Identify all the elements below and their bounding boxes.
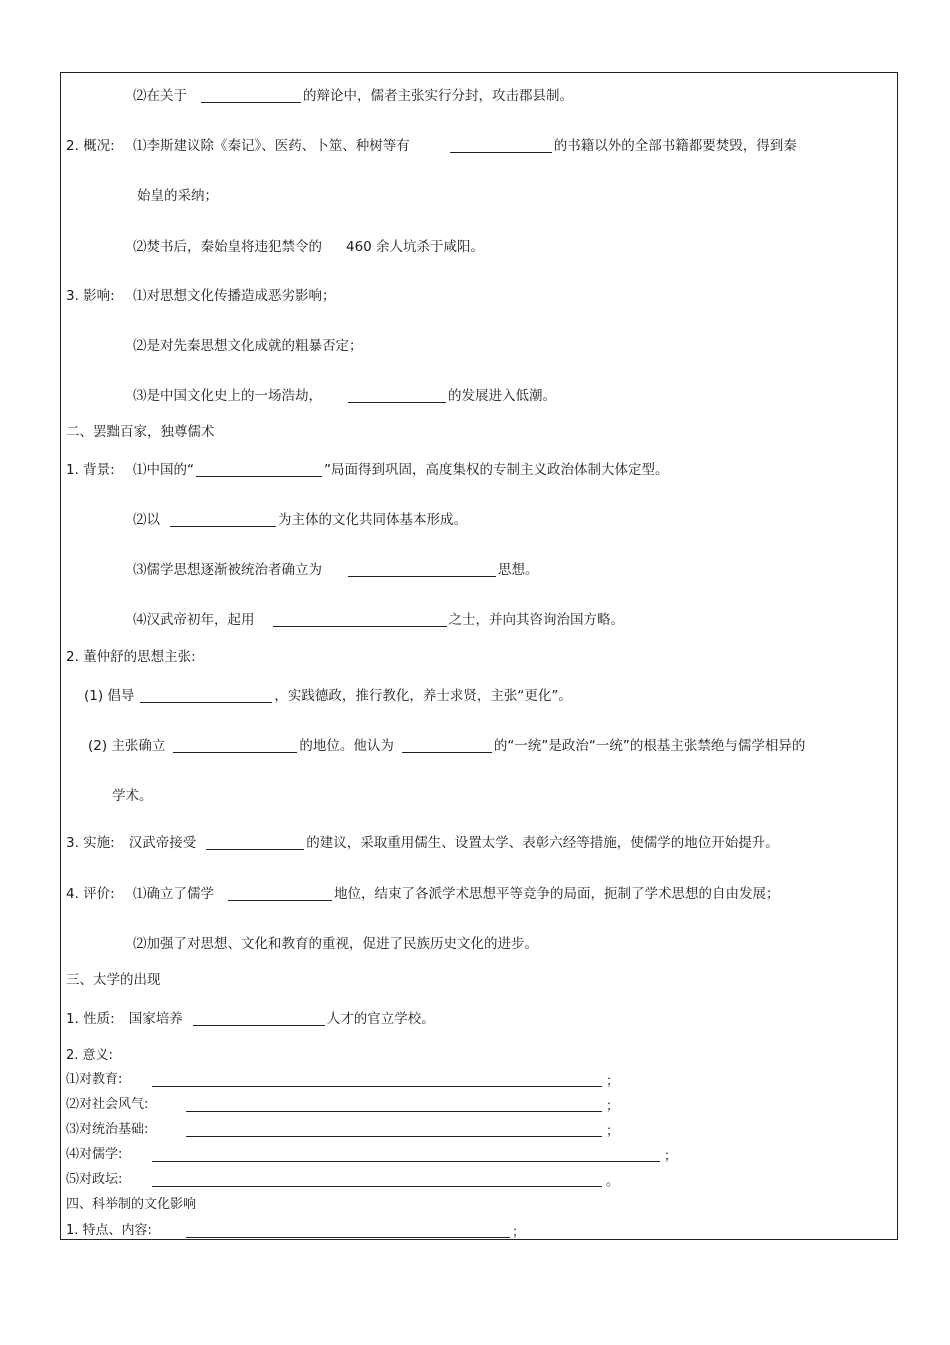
text: 3. 实施: (66, 835, 115, 851)
fill-line[interactable] (186, 1136, 602, 1137)
line-s2-b2 (133, 511, 467, 529)
line-s2-b1 (133, 461, 669, 479)
text: 的书籍以外的全部书籍都要焚毁，得到秦 (553, 138, 797, 154)
line-s1-i2: ⑵是对先秦思想文化成就的粗暴否定； (133, 338, 363, 354)
line-s2-v2: ⑵加强了对思想、文化和教育的重视，促进了民族历史文化的进步。 (133, 936, 538, 952)
line-s2-d2-cont: 学术。 (112, 788, 153, 804)
fill-line[interactable] (186, 1111, 602, 1112)
text: (2) 主张确立 (88, 738, 166, 754)
text: 地位，结束了各派学术思想平等竞争的局面，扼制了学术思想的自由发展； (334, 886, 780, 902)
fill-line[interactable] (152, 1086, 602, 1087)
fill-blank[interactable] (196, 462, 322, 477)
text: ⑴中国的“ (133, 462, 194, 478)
fill-blank[interactable] (201, 88, 301, 103)
fill-blank[interactable] (273, 612, 447, 627)
heading-s1-impact: 3. 影响: (66, 288, 115, 304)
heading-s3-meaning: 2. 意义: (66, 1048, 113, 1063)
text: ⑶是中国文化史上的一场浩劫， (133, 388, 322, 404)
fill-blank[interactable] (450, 138, 552, 153)
fill-blank[interactable] (206, 835, 304, 850)
text: ⑷汉武帝初年，起用 (133, 612, 255, 628)
line-s3-nature (66, 1010, 435, 1028)
text: 的“一统”是政治“一统”的根基主张禁绝与儒学相异的 (493, 738, 806, 754)
text: 为主体的文化共同体基本形成。 (278, 512, 467, 528)
text: ⑴李斯建议除《秦记》、医药、卜筮、种树等有 (133, 138, 410, 154)
fill-line[interactable] (152, 1186, 602, 1187)
fill-blank[interactable] (170, 512, 276, 527)
punct: ； (606, 1124, 620, 1139)
label-s3-m5: ⑸对政坛: (66, 1172, 123, 1187)
fill-blank[interactable] (140, 688, 272, 703)
text: ⑵焚书后，秦始皇将违犯禁令的 (133, 239, 322, 255)
text: ”局面得到巩固，高度集权的专制主义政治体制大体定型。 (324, 462, 669, 478)
fill-blank[interactable] (228, 886, 332, 901)
punct: ； (512, 1225, 526, 1240)
text: 汉武帝接受 (128, 835, 197, 851)
text: ⑶儒学思想逐渐被统治者确立为 (133, 562, 322, 578)
punct: 。 (606, 1174, 620, 1189)
line-s1-i1: ⑴对思想文化传播造成恶劣影响； (133, 288, 336, 304)
text: ⑵在关于 (133, 88, 187, 104)
text: 1. 性质: (66, 1011, 115, 1027)
fill-blank[interactable] (193, 1011, 325, 1026)
label-s3-m1: ⑴对教育: (66, 1072, 123, 1087)
heading-s2-dong: 2. 董仲舒的思想主张: (66, 649, 196, 665)
section-title-4: 四、科举制的文化影响 (66, 1197, 197, 1212)
text: ⑵以 (133, 512, 160, 528)
line-s2-b3 (133, 561, 539, 579)
label-s3-m4: ⑷对儒学: (66, 1147, 123, 1162)
text: 人才的官立学校。 (326, 1011, 435, 1027)
line-s2-b4 (133, 611, 624, 629)
text: ⑴确立了儒学 (133, 886, 214, 902)
text: 的建议，采取重用儒生、设置太学、表彰六经等措施，使儒学的地位开始提升。 (306, 835, 779, 851)
text: 的辩论中，儒者主张实行分封，攻击郡县制。 (303, 88, 573, 104)
line-s2-implement (66, 834, 779, 852)
heading-s2-evaluate: 4. 评价: (66, 886, 115, 902)
line-s1-g1 (133, 137, 797, 155)
text: 的地位。他认为 (299, 738, 394, 754)
line-s2-d1 (84, 687, 572, 705)
punct: ； (606, 1074, 620, 1089)
line-s2-v1 (133, 885, 780, 903)
section-title-2: 二、罢黜百家，独尊儒术 (66, 424, 215, 440)
heading-s2-background: 1. 背景: (66, 462, 115, 478)
line-s2-d2 (88, 737, 805, 755)
line-s1-g1-cont: 始皇的采纳； (137, 188, 218, 204)
punct: ； (664, 1149, 678, 1164)
punct: ； (606, 1099, 620, 1114)
text: ，实践德政，推行教化，养士求贤，主张“更化”。 (274, 688, 572, 704)
text: 的发展进入低潮。 (448, 388, 556, 404)
fill-line[interactable] (186, 1237, 510, 1238)
fill-line[interactable] (152, 1161, 660, 1162)
text: 国家培养 (128, 1011, 183, 1027)
fill-blank[interactable] (348, 562, 496, 577)
line-s1-a2 (133, 87, 573, 105)
fill-blank[interactable] (173, 738, 297, 753)
label-s3-m3: ⑶对统治基础: (66, 1122, 149, 1137)
fill-blank[interactable] (402, 738, 492, 753)
label-s4-f: 1. 特点、内容: (66, 1223, 152, 1238)
heading-s1-general: 2. 概况: (66, 138, 115, 154)
text: 思想。 (498, 562, 539, 578)
fill-blank[interactable] (348, 388, 446, 403)
label-s3-m2: ⑵对社会风气: (66, 1097, 149, 1112)
text: 460 余人坑杀于咸阳。 (346, 239, 485, 255)
text: 之士，并向其咨询治国方略。 (448, 612, 624, 628)
line-s1-i3 (133, 387, 556, 405)
text: (1) 倡导 (84, 688, 135, 704)
section-title-3: 三、太学的出现 (66, 972, 161, 988)
line-s1-g2 (133, 238, 484, 256)
